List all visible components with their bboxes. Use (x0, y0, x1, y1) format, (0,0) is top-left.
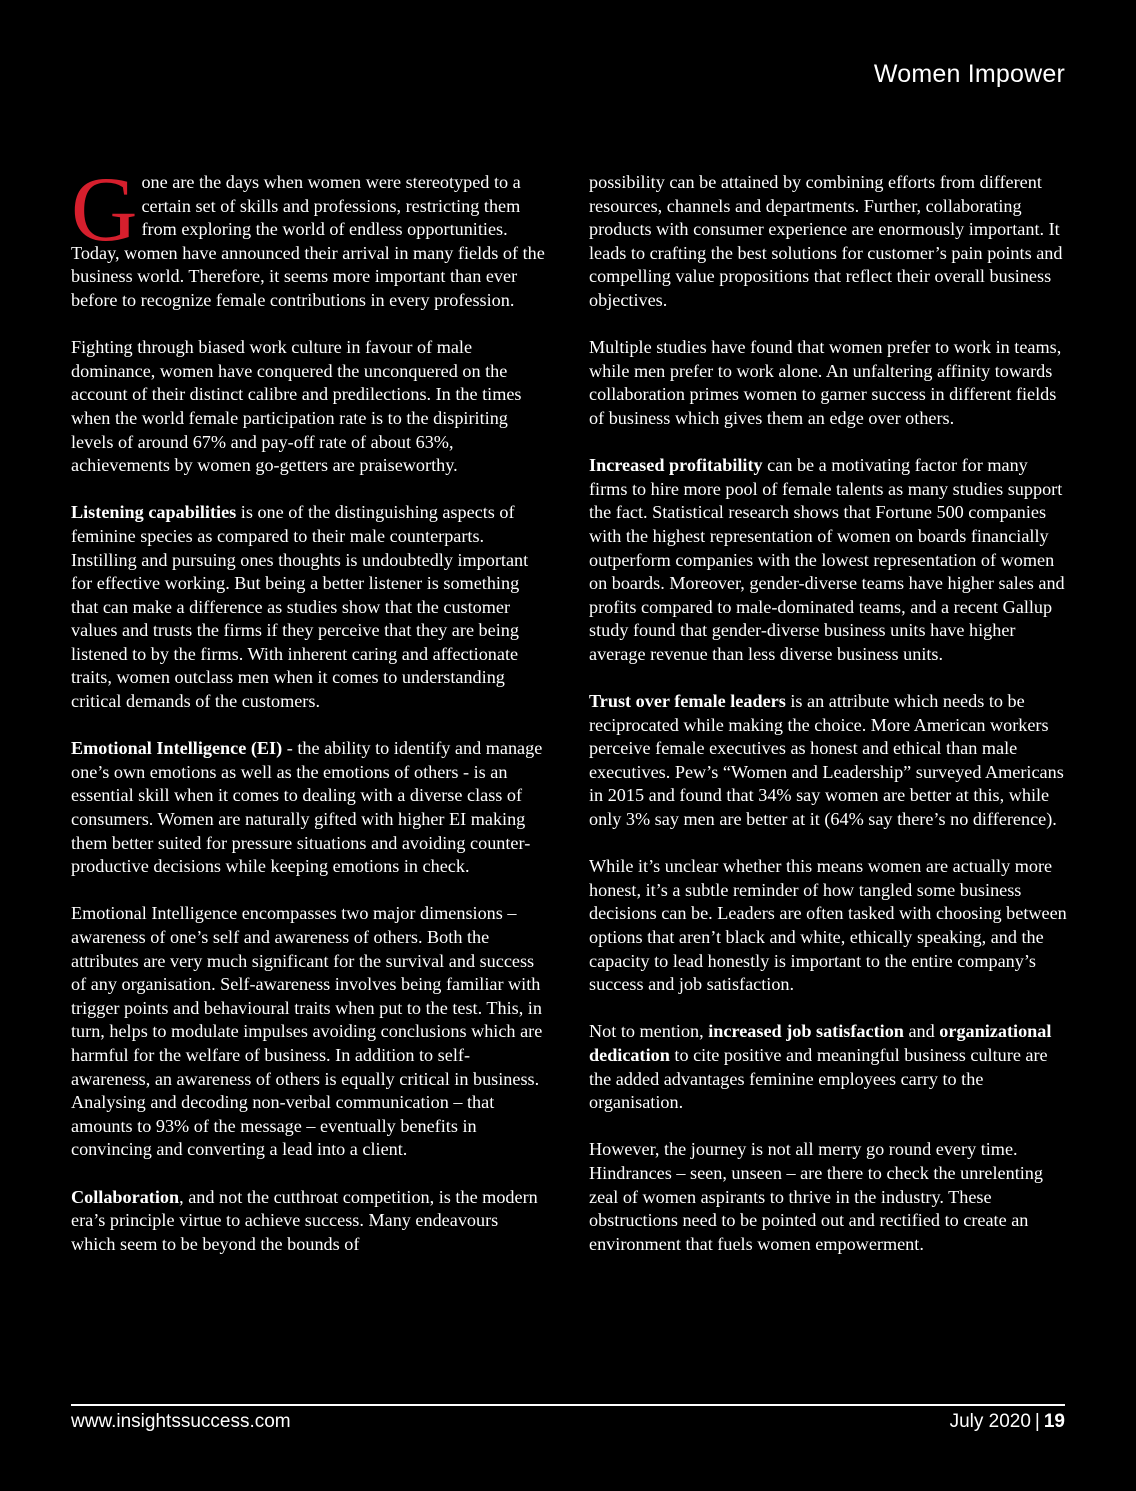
footer-divider (71, 1404, 1065, 1406)
heading-job-satisfaction: increased job satisfaction (708, 1021, 904, 1042)
paragraph-teams: Multiple studies have found that women prefer to work in teams, while men prefer to work alone. An unfaltering affinity towards collaboration primes women to garner success in different fields of business which gives them an edge over others. (589, 337, 1062, 428)
heading-listening: Listening capabilities (71, 502, 237, 523)
issue-date: July 2020 (949, 1411, 1031, 1432)
paragraph-ei-dimensions: Emotional Intelligence encompasses two major dimensions – awareness of one’s self and awareness of others. Both the attributes are very much significant for the survival and success of any organisation. Self-awareness involves being familiar with trigger points and behavioural traits when put to the test. This, in turn, helps to modulate impulses avoiding conclusions which are harmful for the welfare of business. In addition to self-awareness, an awareness of others is equally critical in business. Analysing and decoding non-verbal communication – that amounts to 93% of the message – eventually benefits in convincing and converting a lead into a client. (71, 903, 543, 1160)
footer-issue-info (950, 1411, 1065, 1433)
paragraph-profitability: Increased profitability can be a motivating factor for many firms to hire more pool of female talents as many studies support the fact. Statistical research shows that Fortune 500 companies with the highest representation of women on boards financially outperform companies with the lowest representation of women on boards. Moreover, gender-diverse teams have higher sales and profits compared to male-dominated teams, and a recent Gallup study found that gender-diverse business units have higher average revenue than less diverse business units. (589, 455, 1065, 664)
paragraph-trust: Trust over female leaders is an attribute which needs to be reciprocated while making the choice. More American workers perceive female executives as honest and ethical than male executives. Pew’s “Women and Leadership” surveyed Americans in 2015 and found that 34% say women are better at this, while only 3% say men are better at it (64% say there’s no difference). (589, 691, 1064, 830)
paragraph-honesty: While it’s unclear whether this means women are actually more honest, it’s a subtle reminder of how tangled some business decisions can be. Leaders are often tasked with choosing between options that aren’t black and white, ethically speaking, and the capacity to lead honestly is important to the entire company’s success and job satisfaction. (589, 856, 1067, 995)
drop-cap: G (71, 158, 138, 260)
article-column-right (589, 171, 1067, 1280)
paragraph-work-culture: Fighting through biased work culture in favour of male dominance, women have conquered the unconquered on the account of their distinct calibre and predilections. In the times when the world female participation rate is to the dispiriting levels of around 67% and pay-off rate of about 63%, achievements by women go-getters are praiseworthy. (71, 337, 522, 476)
paragraph-listening: Listening capabilities is one of the distinguishing aspects of feminine species as compared to their male counterparts. Instilling and pursuing ones thoughts is undoubtedly important for effective working. But being a better listener is something that can make a difference as studies show that the customer values and trusts the firms if they perceive that they are being listened to by the firms. With inherent caring and affectionate traits, women outclass men when it comes to understanding critical demands of the customers. (71, 502, 529, 712)
article-column-left (71, 158, 547, 1280)
page-number: 19 (1043, 1411, 1065, 1432)
footer-website-link[interactable]: www.insightssuccess.com (71, 1411, 291, 1432)
heading-profitability: Increased profitability (589, 455, 763, 476)
heading-organizational-dedication: organizational dedication (589, 1021, 1052, 1065)
paragraph-job-satisfaction: Not to mention, increased job satisfaction and organizational dedication to cite positive and meaningful business culture are the added advantages feminine employees carry to the organisation. (589, 1021, 1052, 1113)
heading-trust: Trust over female leaders (589, 691, 786, 712)
paragraph-conclusion: However, the journey is not all merry go round every time. Hindrances – seen, unseen – are there to check the unrelenting zeal of women aspirants to thrive in the industry. These obstructions need to be pointed out and rectified to create an environment that fuels women empowerment. (589, 1139, 1043, 1254)
heading-emotional-intelligence: Emotional Intelligence (EI) (71, 738, 283, 759)
heading-collaboration: Collaboration (71, 1186, 180, 1207)
intro-paragraph: Gone are the days when women were stereotyped to a certain set of skills and professions, restricting them from exploring the world of endless opportunities. Today, women have announced their arrival in many fields of the business world. Therefore, it seems more important than ever before to recognize female contributions in every profession. (71, 158, 545, 310)
paragraph-collaboration: Collaboration, and not the cutthroat competition, is the modern era’s principle virtue to achieve success. Many endeavours which seem to be beyond the bounds of (71, 1186, 538, 1254)
paragraph-collaboration-cont: possibility can be attained by combining efforts from different resources, channels and departments. Further, collaborating products with consumer experience are enormously important. It leads to crafting the best solutions for customer’s pain points and compelling value propositions that reflect their overall business objectives. (589, 172, 1063, 310)
footer-separator: | (1034, 1411, 1040, 1432)
paragraph-emotional-intelligence: Emotional Intelligence (EI) - the ability to identify and manage one’s own emotions as well as the emotions of others - is an essential skill when it comes to dealing with a diverse class of consumers. Women are naturally gifted with higher EI making them better suited for pressure situations and avoiding counter-productive decisions while keeping emotions in check. (71, 738, 543, 877)
magazine-section-title: Women Impower (873, 60, 1065, 88)
